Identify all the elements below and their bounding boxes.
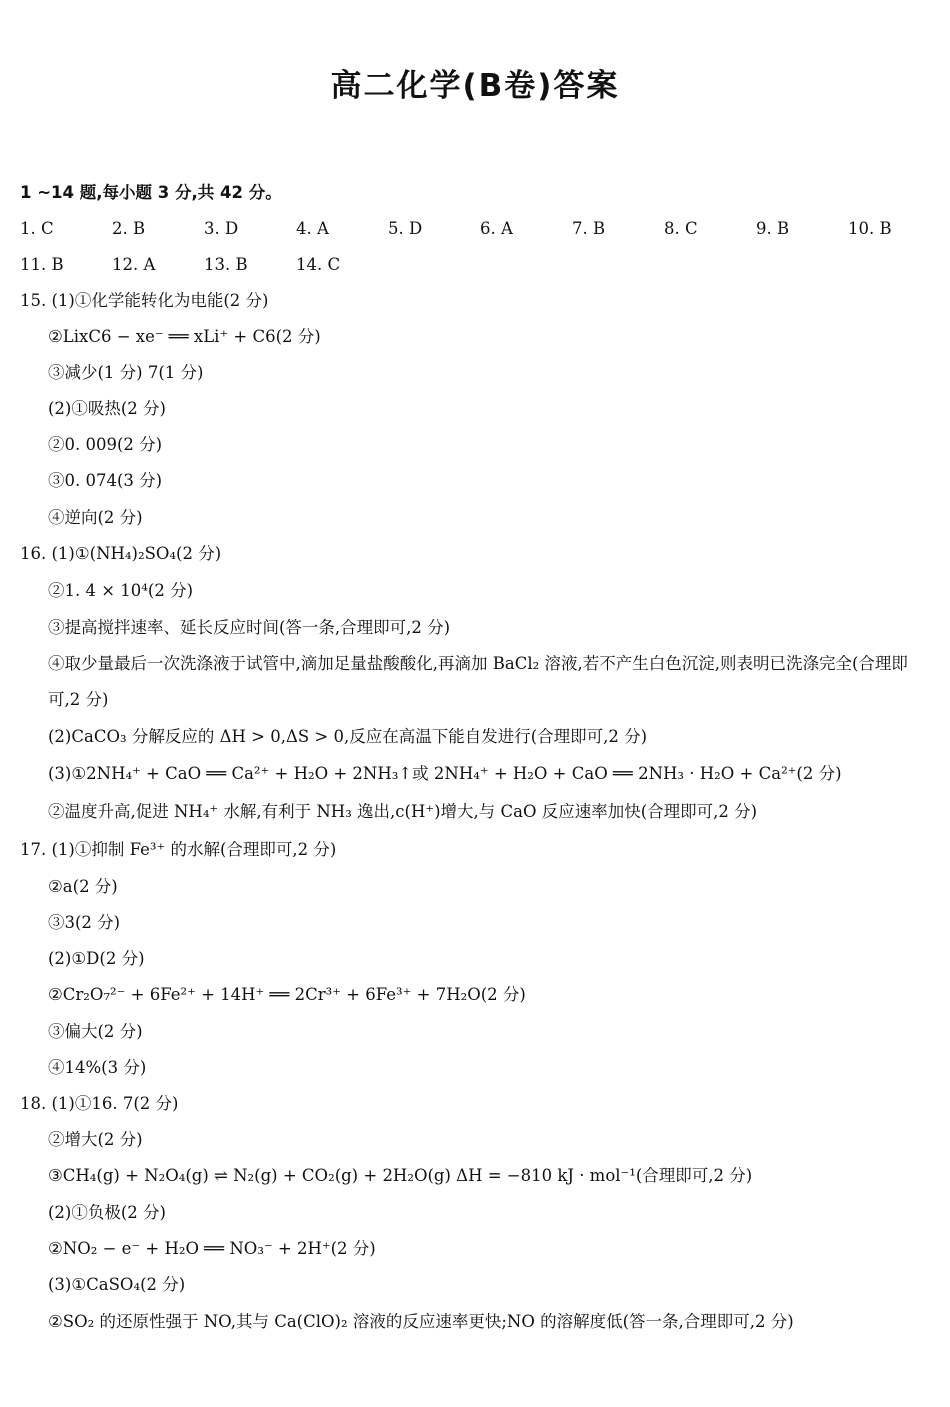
- q18-line: ②SO₂ 的还原性强于 NO,其与 Ca(ClO)₂ 溶液的反应速率更快;NO 的溶解度低(答一条,合理即可,2 分): [48, 1312, 794, 1331]
- page-title: 高二化学(B卷)答案: [330, 68, 620, 104]
- q17-line: ②a(2 分): [48, 877, 118, 896]
- mc-answer: 1. C: [20, 219, 54, 238]
- q15-line: (2)①吸热(2 分): [48, 399, 166, 418]
- q18-line: (3)①CaSO₄(2 分): [48, 1275, 186, 1294]
- q16-line: ③提高搅拌速率、延长反应时间(答一条,合理即可,2 分): [48, 618, 451, 637]
- mc-answer: 12. A: [112, 255, 156, 274]
- mc-answer: 8. C: [664, 219, 698, 238]
- q16-line: 16. (1)①(NH₄)₂SO₄(2 分): [20, 544, 222, 563]
- mc-answer: 13. B: [204, 255, 248, 274]
- mc-answer: 14. C: [296, 255, 341, 274]
- mc-answer: 9. B: [756, 219, 790, 238]
- q15-line: ②0. 009(2 分): [48, 435, 163, 454]
- q15-line: 15. (1)①化学能转化为电能(2 分): [20, 291, 269, 310]
- q15-line: ④逆向(2 分): [48, 508, 143, 527]
- q17-line: (2)①D(2 分): [48, 949, 145, 968]
- mc-answer: 11. B: [20, 255, 64, 274]
- mc-answer: 5. D: [388, 219, 423, 238]
- q15-line: ③0. 074(3 分): [48, 471, 163, 490]
- mc-answer: 4. A: [296, 219, 329, 238]
- mc-answer: 3. D: [204, 219, 239, 238]
- q18-line: ②NO₂ − e⁻ + H₂O ══ NO₃⁻ + 2H⁺(2 分): [48, 1239, 376, 1258]
- q16-line: (3)①2NH₄⁺ + CaO ══ Ca²⁺ + H₂O + 2NH₃↑或 2NH₄⁺ + H₂O + CaO ══ 2NH₃ · H₂O + Ca²⁺(2 分): [48, 764, 842, 783]
- q17-line: ③3(2 分): [48, 913, 121, 932]
- q15-line: ③减少(1 分) 7(1 分): [48, 363, 204, 382]
- q15-line: ②LixC6 − xe⁻ ══ xLi⁺ + C6(2 分): [48, 327, 321, 346]
- mc-header: 1 ~14 题,每小题 3 分,共 42 分。: [20, 183, 282, 202]
- mc-answer: 7. B: [572, 219, 606, 238]
- q18-line: ②增大(2 分): [48, 1130, 143, 1149]
- q18-line: 18. (1)①16. 7(2 分): [20, 1094, 179, 1113]
- q18-line: (2)①负极(2 分): [48, 1203, 166, 1222]
- mc-answer: 2. B: [112, 219, 146, 238]
- q16-line: ②1. 4 × 10⁴(2 分): [48, 581, 194, 600]
- mc-answer: 10. B: [848, 219, 892, 238]
- q17-line: ②Cr₂O₇²⁻ + 6Fe²⁺ + 14H⁺ ══ 2Cr³⁺ + 6Fe³⁺ + 7H₂O(2 分): [48, 985, 526, 1004]
- q16-line: ④取少量最后一次洗涤液于试管中,滴加足量盐酸酸化,再滴加 BaCl₂ 溶液,若不产生白色沉淀,则表明已洗涤完全(合理即可,2 分): [48, 654, 908, 709]
- q18-line: ③CH₄(g) + N₂O₄(g) ⇌ N₂(g) + CO₂(g) + 2H₂O(g) ΔH = −810 kJ · mol⁻¹(合理即可,2 分): [48, 1166, 753, 1185]
- q16-line: ②温度升高,促进 NH₄⁺ 水解,有利于 NH₃ 逸出,c(H⁺)增大,与 CaO 反应速率加快(合理即可,2 分): [48, 802, 758, 821]
- q17-line: 17. (1)①抑制 Fe³⁺ 的水解(合理即可,2 分): [20, 840, 337, 859]
- mc-answer: 6. A: [480, 219, 513, 238]
- q17-line: ③偏大(2 分): [48, 1022, 143, 1041]
- q16-line: (2)CaCO₃ 分解反应的 ΔH > 0,ΔS > 0,反应在高温下能自发进行(合理即可,2 分): [48, 727, 648, 746]
- q17-line: ④14%(3 分): [48, 1058, 147, 1077]
